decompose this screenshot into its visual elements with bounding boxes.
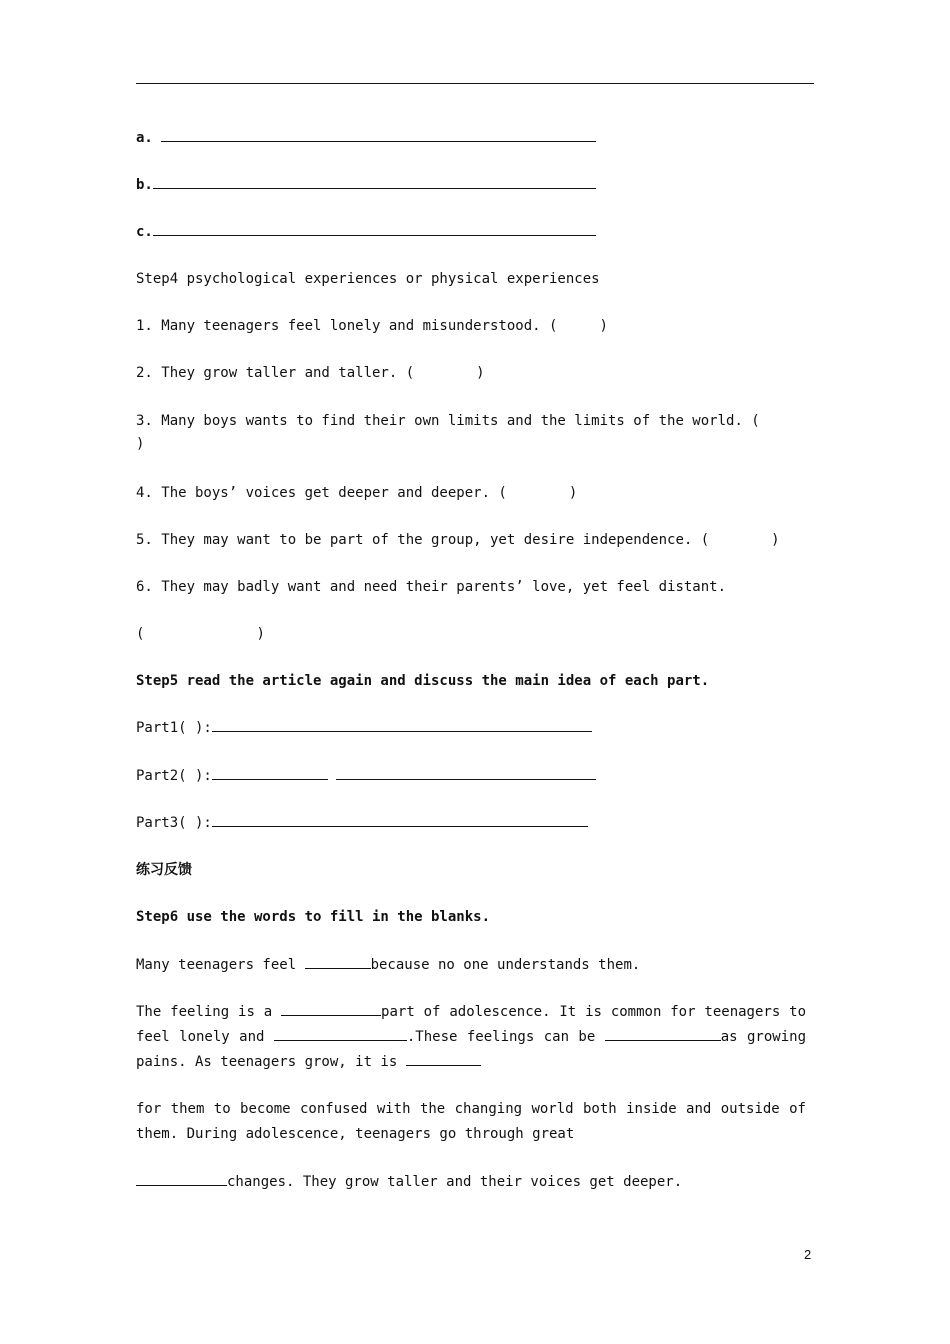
blank-lonely[interactable] bbox=[305, 955, 371, 969]
step6-heading: Step6 use the words to fill in the blanks. bbox=[136, 909, 491, 925]
answer-label-c: c. bbox=[136, 224, 153, 240]
step4-item-2: 2. They grow taller and taller. ( ) bbox=[136, 365, 485, 381]
step4-item-6: 6. They may badly want and need their parents’ love, yet feel distant. bbox=[136, 579, 727, 595]
step6-sentence-1: Many teenagers feel because no one understands them. bbox=[136, 957, 641, 973]
blank-b[interactable] bbox=[153, 175, 596, 189]
step6-paragraph-3: for them to become confused with the changing world both inside and outside of them. During adolescence, teenagers go through great bbox=[136, 1101, 806, 1142]
blank-natural[interactable] bbox=[406, 1052, 481, 1066]
answer-label-a: a. bbox=[136, 130, 153, 146]
answer-line-a bbox=[136, 126, 596, 151]
blank-c[interactable] bbox=[153, 222, 596, 236]
top-answer-line bbox=[136, 83, 814, 84]
step5-part1: Part1( ): bbox=[136, 716, 592, 741]
part2-blank-b[interactable] bbox=[336, 766, 596, 780]
step6-paragraph-2: The feeling is a part of adolescence. It is common for teenagers to feel lonely and .These feelings can be as growing pains. As teenagers grow, it is bbox=[136, 1004, 807, 1070]
step4-item-3: 3. Many boys wants to find their own limits and the limits of the world. ( bbox=[136, 413, 760, 429]
step4-item-4: 4. The boys’ voices get deeper and deeper. ( ) bbox=[136, 485, 578, 501]
answer-label-b: b. bbox=[136, 177, 153, 193]
part2-blank-a[interactable] bbox=[212, 766, 328, 780]
step4-item-3-close: ) bbox=[136, 436, 145, 452]
part3-blank[interactable] bbox=[212, 813, 588, 827]
answer-line-c bbox=[136, 220, 596, 245]
step5-part3: Part3( ): bbox=[136, 811, 588, 836]
answer-line-b bbox=[136, 173, 596, 198]
part1-blank[interactable] bbox=[212, 718, 592, 732]
step5-heading: Step5 read the article again and discuss the main idea of each part. bbox=[136, 673, 710, 689]
blank-a[interactable] bbox=[161, 128, 596, 142]
blank-physical[interactable] bbox=[136, 1172, 227, 1186]
blank-misunderstood[interactable] bbox=[274, 1027, 407, 1041]
step4-heading: Step4 psychological experiences or physical experiences bbox=[136, 271, 600, 287]
blank-regarded[interactable] bbox=[605, 1027, 721, 1041]
page-number: 2 bbox=[804, 1247, 812, 1262]
step5-part2: Part2( ): bbox=[136, 764, 596, 789]
step4-item-1: 1. Many teenagers feel lonely and misunderstood. ( ) bbox=[136, 318, 608, 334]
step6-sentence-4: changes. They grow taller and their voices get deeper. bbox=[136, 1170, 682, 1195]
step4-item-5: 5. They may want to be part of the group, yet desire independence. ( ) bbox=[136, 532, 780, 548]
feedback-heading: 练习反馈 bbox=[136, 862, 192, 878]
step4-item-6-paren: ( ) bbox=[136, 626, 265, 642]
blank-normal[interactable] bbox=[281, 1002, 381, 1016]
